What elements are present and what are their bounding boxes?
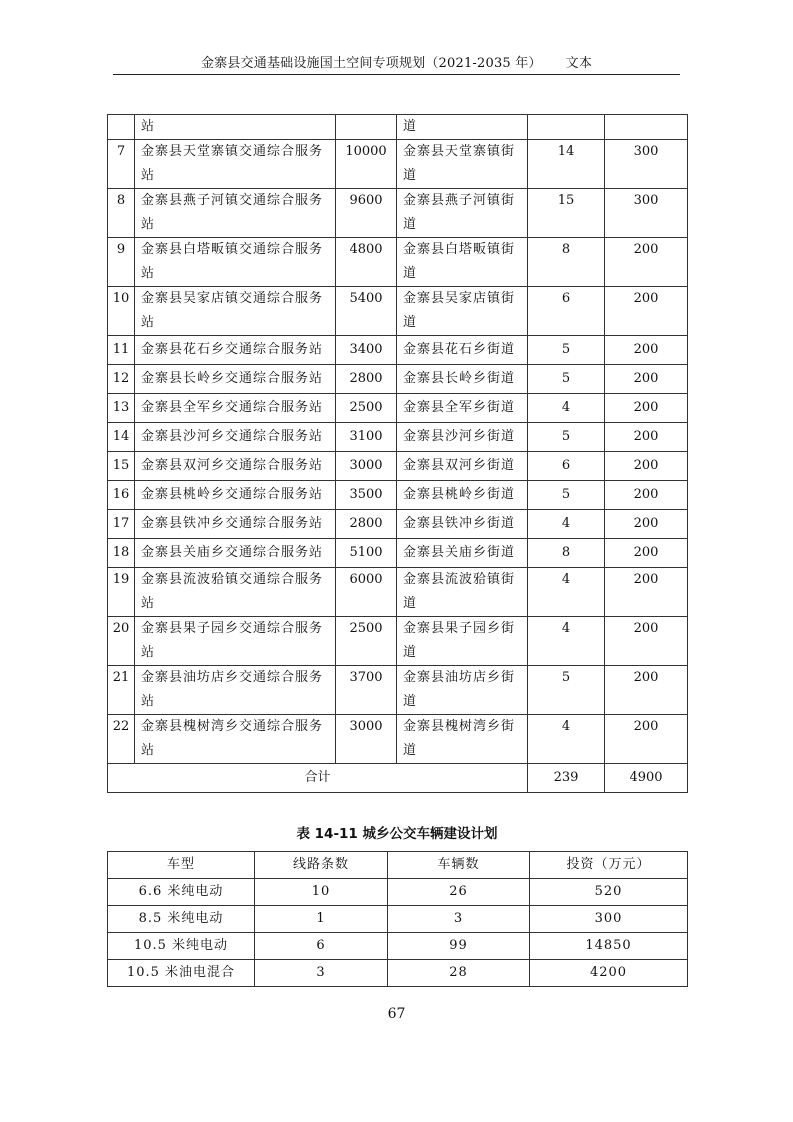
service-station-table bbox=[107, 114, 688, 793]
cell-stops: 6 bbox=[528, 452, 605, 481]
table-row bbox=[108, 933, 688, 960]
cell-invest: 200 bbox=[605, 481, 688, 510]
cell-location bbox=[397, 140, 528, 189]
cell-invest: 200 bbox=[605, 365, 688, 394]
cell-name-line1: 金寨县双河乡交通综合服务站 bbox=[141, 458, 324, 473]
table-cell: 14850 bbox=[530, 933, 688, 960]
cell-name-line2: 站 bbox=[141, 266, 156, 281]
cell-no: 20 bbox=[108, 617, 135, 666]
header-cell: 车型 bbox=[108, 852, 255, 879]
header-cell: 线路条数 bbox=[255, 852, 388, 879]
cell-stops: 5 bbox=[528, 365, 605, 394]
table-cell: 99 bbox=[388, 933, 530, 960]
cell-name bbox=[135, 189, 336, 238]
cell-stops: 5 bbox=[528, 666, 605, 715]
cell-loc-line1: 金寨县燕子河镇街 bbox=[403, 193, 516, 208]
cell-name bbox=[135, 140, 336, 189]
cell-area: 3400 bbox=[336, 336, 397, 365]
cell-area: 9600 bbox=[336, 189, 397, 238]
cell-loc-line1: 金寨县果子园乡街 bbox=[403, 621, 516, 636]
cell-area: 2500 bbox=[336, 617, 397, 666]
cell-name-line1: 金寨县全军乡交通综合服务站 bbox=[141, 400, 324, 415]
cell-invest: 200 bbox=[605, 394, 688, 423]
cell-name bbox=[135, 481, 336, 510]
cell-loc-line1: 金寨县槐树湾乡街 bbox=[403, 719, 516, 734]
cell-no: 17 bbox=[108, 510, 135, 539]
cell-stops: 15 bbox=[528, 189, 605, 238]
table-row bbox=[108, 539, 688, 568]
cell-no: 10 bbox=[108, 287, 135, 336]
cell-name bbox=[135, 539, 336, 568]
cell-name-line1: 金寨县油坊店乡交通综合服务 bbox=[141, 670, 324, 685]
cell-area: 6000 bbox=[336, 568, 397, 617]
cell-stops: 5 bbox=[528, 481, 605, 510]
cell-location bbox=[397, 452, 528, 481]
table-row bbox=[108, 617, 688, 666]
cell-name-line1: 金寨县果子园乡交通综合服务 bbox=[141, 621, 324, 636]
cell-location bbox=[397, 423, 528, 452]
cell-area: 3100 bbox=[336, 423, 397, 452]
cell-loc-line2: 道 bbox=[403, 168, 418, 183]
cell-name-line1: 金寨县铁冲乡交通综合服务站 bbox=[141, 516, 324, 531]
header-cell: 车辆数 bbox=[388, 852, 530, 879]
table-row bbox=[108, 189, 688, 238]
cell-no: 9 bbox=[108, 238, 135, 287]
cell-invest: 200 bbox=[605, 666, 688, 715]
table-row bbox=[108, 906, 688, 933]
cell-no: 22 bbox=[108, 715, 135, 764]
cell-loc-line1: 金寨县天堂寨镇街 bbox=[403, 144, 516, 159]
cell-invest: 200 bbox=[605, 568, 688, 617]
cell-location bbox=[397, 189, 528, 238]
cell-name-line2: 站 bbox=[141, 217, 156, 232]
table-cell: 10 bbox=[255, 879, 388, 906]
table-cell: 6 bbox=[255, 933, 388, 960]
cell-invest: 200 bbox=[605, 715, 688, 764]
cell-loc-line1: 金寨县花石乡街道 bbox=[403, 342, 516, 357]
cell-stops: 8 bbox=[528, 539, 605, 568]
cell-name-line1: 金寨县燕子河镇交通综合服务 bbox=[141, 193, 324, 208]
cell-stops: 5 bbox=[528, 423, 605, 452]
cell-stops: 4 bbox=[528, 394, 605, 423]
cell-no: 15 bbox=[108, 452, 135, 481]
cell-stops: 6 bbox=[528, 287, 605, 336]
cell-no: 7 bbox=[108, 140, 135, 189]
cell-name bbox=[135, 365, 336, 394]
cell-loc-line1: 金寨县铁冲乡街道 bbox=[403, 516, 516, 531]
cell-stops: 8 bbox=[528, 238, 605, 287]
cell-stops: 4 bbox=[528, 510, 605, 539]
table-row bbox=[108, 568, 688, 617]
cell-loc-line2: 道 bbox=[403, 596, 418, 611]
cell-loc-line2: 道 bbox=[403, 645, 418, 660]
cell-area: 3000 bbox=[336, 715, 397, 764]
cell-name bbox=[135, 715, 336, 764]
cell-name-line2: 站 bbox=[141, 743, 156, 758]
cell-location bbox=[397, 238, 528, 287]
cell-loc-line1: 金寨县流波𬌗镇街 bbox=[403, 572, 516, 587]
cell-area: 2800 bbox=[336, 365, 397, 394]
table-row bbox=[108, 140, 688, 189]
cell-invest: 300 bbox=[605, 189, 688, 238]
cell-invest: 200 bbox=[605, 336, 688, 365]
table-row bbox=[108, 365, 688, 394]
header-doc-type: 文本 bbox=[565, 56, 593, 71]
table-row bbox=[108, 238, 688, 287]
cell-area: 3700 bbox=[336, 666, 397, 715]
cell-name bbox=[135, 336, 336, 365]
table-row bbox=[108, 423, 688, 452]
cell-no: 19 bbox=[108, 568, 135, 617]
cell-invest: 200 bbox=[605, 510, 688, 539]
cell-location bbox=[397, 715, 528, 764]
cell-loc-line2: 道 bbox=[403, 315, 418, 330]
table-cell: 4200 bbox=[530, 960, 688, 987]
cell-location bbox=[397, 287, 528, 336]
cell-area: 3500 bbox=[336, 481, 397, 510]
page-header bbox=[113, 56, 680, 75]
cell-no: 14 bbox=[108, 423, 135, 452]
cell-location bbox=[397, 568, 528, 617]
table-cell: 520 bbox=[530, 879, 688, 906]
table-row bbox=[108, 452, 688, 481]
cell-stops: 4 bbox=[528, 617, 605, 666]
table-cell: 28 bbox=[388, 960, 530, 987]
table-row bbox=[108, 715, 688, 764]
cell-name-line1: 金寨县天堂寨镇交通综合服务 bbox=[141, 144, 324, 159]
cell-invest: 200 bbox=[605, 423, 688, 452]
table-row bbox=[108, 510, 688, 539]
cell-name-line2: 站 bbox=[141, 645, 156, 660]
cell-no: 18 bbox=[108, 539, 135, 568]
cell-invest: 200 bbox=[605, 617, 688, 666]
table-caption: 表 14-11 城乡公交车辆建设计划 bbox=[296, 826, 498, 842]
cell-name bbox=[135, 394, 336, 423]
cell-stops: 4 bbox=[528, 715, 605, 764]
cell-loc-line1: 金寨县沙河乡街道 bbox=[403, 429, 516, 444]
cell-no: 12 bbox=[108, 365, 135, 394]
cell-location bbox=[397, 481, 528, 510]
cell-name bbox=[135, 238, 336, 287]
cell-area: 2800 bbox=[336, 510, 397, 539]
cell-loc-line2: 道 bbox=[403, 266, 418, 281]
cell-name-line2: 站 bbox=[141, 694, 156, 709]
cell-area: 5100 bbox=[336, 539, 397, 568]
cell-name bbox=[135, 452, 336, 481]
cell-location bbox=[397, 539, 528, 568]
cell-invest: 200 bbox=[605, 287, 688, 336]
cell-loc-line1: 金寨县长岭乡街道 bbox=[403, 371, 516, 386]
cell-name-line1: 金寨县白塔畈镇交通综合服务 bbox=[141, 242, 324, 257]
table-row bbox=[108, 481, 688, 510]
cell-name-line1: 金寨县槐树湾乡交通综合服务 bbox=[141, 719, 324, 734]
cell-area: 10000 bbox=[336, 140, 397, 189]
cell-name-line1: 金寨县流波𬌗镇交通综合服务 bbox=[141, 572, 324, 587]
table-cell: 3 bbox=[388, 906, 530, 933]
total-label: 合计 bbox=[108, 764, 528, 793]
cell-stops: 14 bbox=[528, 140, 605, 189]
cell-name bbox=[135, 568, 336, 617]
cell-name bbox=[135, 666, 336, 715]
table-cell: 300 bbox=[530, 906, 688, 933]
table-cell: 6.6 米纯电动 bbox=[108, 879, 255, 906]
cell-name bbox=[135, 617, 336, 666]
table-row bbox=[108, 666, 688, 715]
cell-location bbox=[397, 617, 528, 666]
cell-invest: 200 bbox=[605, 238, 688, 287]
table-cell: 10.5 米油电混合 bbox=[108, 960, 255, 987]
table-row bbox=[108, 960, 688, 987]
cell-location bbox=[397, 394, 528, 423]
cell-name-line2: 站 bbox=[141, 596, 156, 611]
table-row bbox=[108, 336, 688, 365]
table-row bbox=[108, 879, 688, 906]
table-cell: 3 bbox=[255, 960, 388, 987]
cell-name bbox=[135, 423, 336, 452]
cell-location bbox=[397, 365, 528, 394]
bus-vehicle-table bbox=[107, 851, 688, 987]
header-cell: 投资（万元） bbox=[530, 852, 688, 879]
total-invest: 4900 bbox=[605, 764, 688, 793]
cell-invest: 200 bbox=[605, 452, 688, 481]
cell-area: 4800 bbox=[336, 238, 397, 287]
cell-name bbox=[135, 510, 336, 539]
cell-loc-line2: 道 bbox=[403, 694, 418, 709]
cell-loc-line2: 道 bbox=[403, 217, 418, 232]
cell-loc-line1: 金寨县油坊店乡街 bbox=[403, 670, 516, 685]
table-header-row bbox=[108, 852, 688, 879]
cell-name-line1: 金寨县桃岭乡交通综合服务站 bbox=[141, 487, 324, 502]
cell-loc-line1: 金寨县双河乡街道 bbox=[403, 458, 516, 473]
cell-loc-line1: 金寨县吴家店镇街 bbox=[403, 291, 516, 306]
page-number: 67 bbox=[387, 1006, 406, 1022]
cell-area: 3000 bbox=[336, 452, 397, 481]
table-row bbox=[108, 115, 688, 140]
cell-stops: 4 bbox=[528, 568, 605, 617]
cell-loc-cont: 道 bbox=[403, 119, 418, 134]
cell-no: 21 bbox=[108, 666, 135, 715]
table-row bbox=[108, 287, 688, 336]
table-cell: 1 bbox=[255, 906, 388, 933]
cell-no: 11 bbox=[108, 336, 135, 365]
cell-no: 16 bbox=[108, 481, 135, 510]
cell-name-cont: 站 bbox=[141, 119, 156, 134]
cell-invest: 200 bbox=[605, 539, 688, 568]
cell-name bbox=[135, 287, 336, 336]
cell-name-line1: 金寨县长岭乡交通综合服务站 bbox=[141, 371, 324, 386]
cell-name-line2: 站 bbox=[141, 168, 156, 183]
total-row bbox=[108, 764, 688, 793]
cell-name-line1: 金寨县沙河乡交通综合服务站 bbox=[141, 429, 324, 444]
cell-loc-line2: 道 bbox=[403, 743, 418, 758]
cell-loc-line1: 金寨县全军乡街道 bbox=[403, 400, 516, 415]
cell-name-line2: 站 bbox=[141, 315, 156, 330]
cell-location bbox=[397, 666, 528, 715]
cell-area: 5400 bbox=[336, 287, 397, 336]
cell-area: 2500 bbox=[336, 394, 397, 423]
table-row bbox=[108, 394, 688, 423]
header-title: 金寨县交通基础设施国土空间专项规划（2021-2035 年） bbox=[200, 56, 542, 71]
table-cell: 8.5 米纯电动 bbox=[108, 906, 255, 933]
cell-no: 13 bbox=[108, 394, 135, 423]
cell-name-line1: 金寨县花石乡交通综合服务站 bbox=[141, 342, 324, 357]
cell-no: 8 bbox=[108, 189, 135, 238]
cell-invest: 300 bbox=[605, 140, 688, 189]
cell-loc-line1: 金寨县关庙乡街道 bbox=[403, 545, 516, 560]
table-cell: 10.5 米纯电动 bbox=[108, 933, 255, 960]
cell-loc-line1: 金寨县桃岭乡街道 bbox=[403, 487, 516, 502]
cell-stops: 5 bbox=[528, 336, 605, 365]
cell-location bbox=[397, 336, 528, 365]
total-stops: 239 bbox=[528, 764, 605, 793]
cell-loc-line1: 金寨县白塔畈镇街 bbox=[403, 242, 516, 257]
cell-name-line1: 金寨县吴家店镇交通综合服务 bbox=[141, 291, 324, 306]
cell-location bbox=[397, 510, 528, 539]
cell-name-line1: 金寨县关庙乡交通综合服务站 bbox=[141, 545, 324, 560]
table-cell: 26 bbox=[388, 879, 530, 906]
